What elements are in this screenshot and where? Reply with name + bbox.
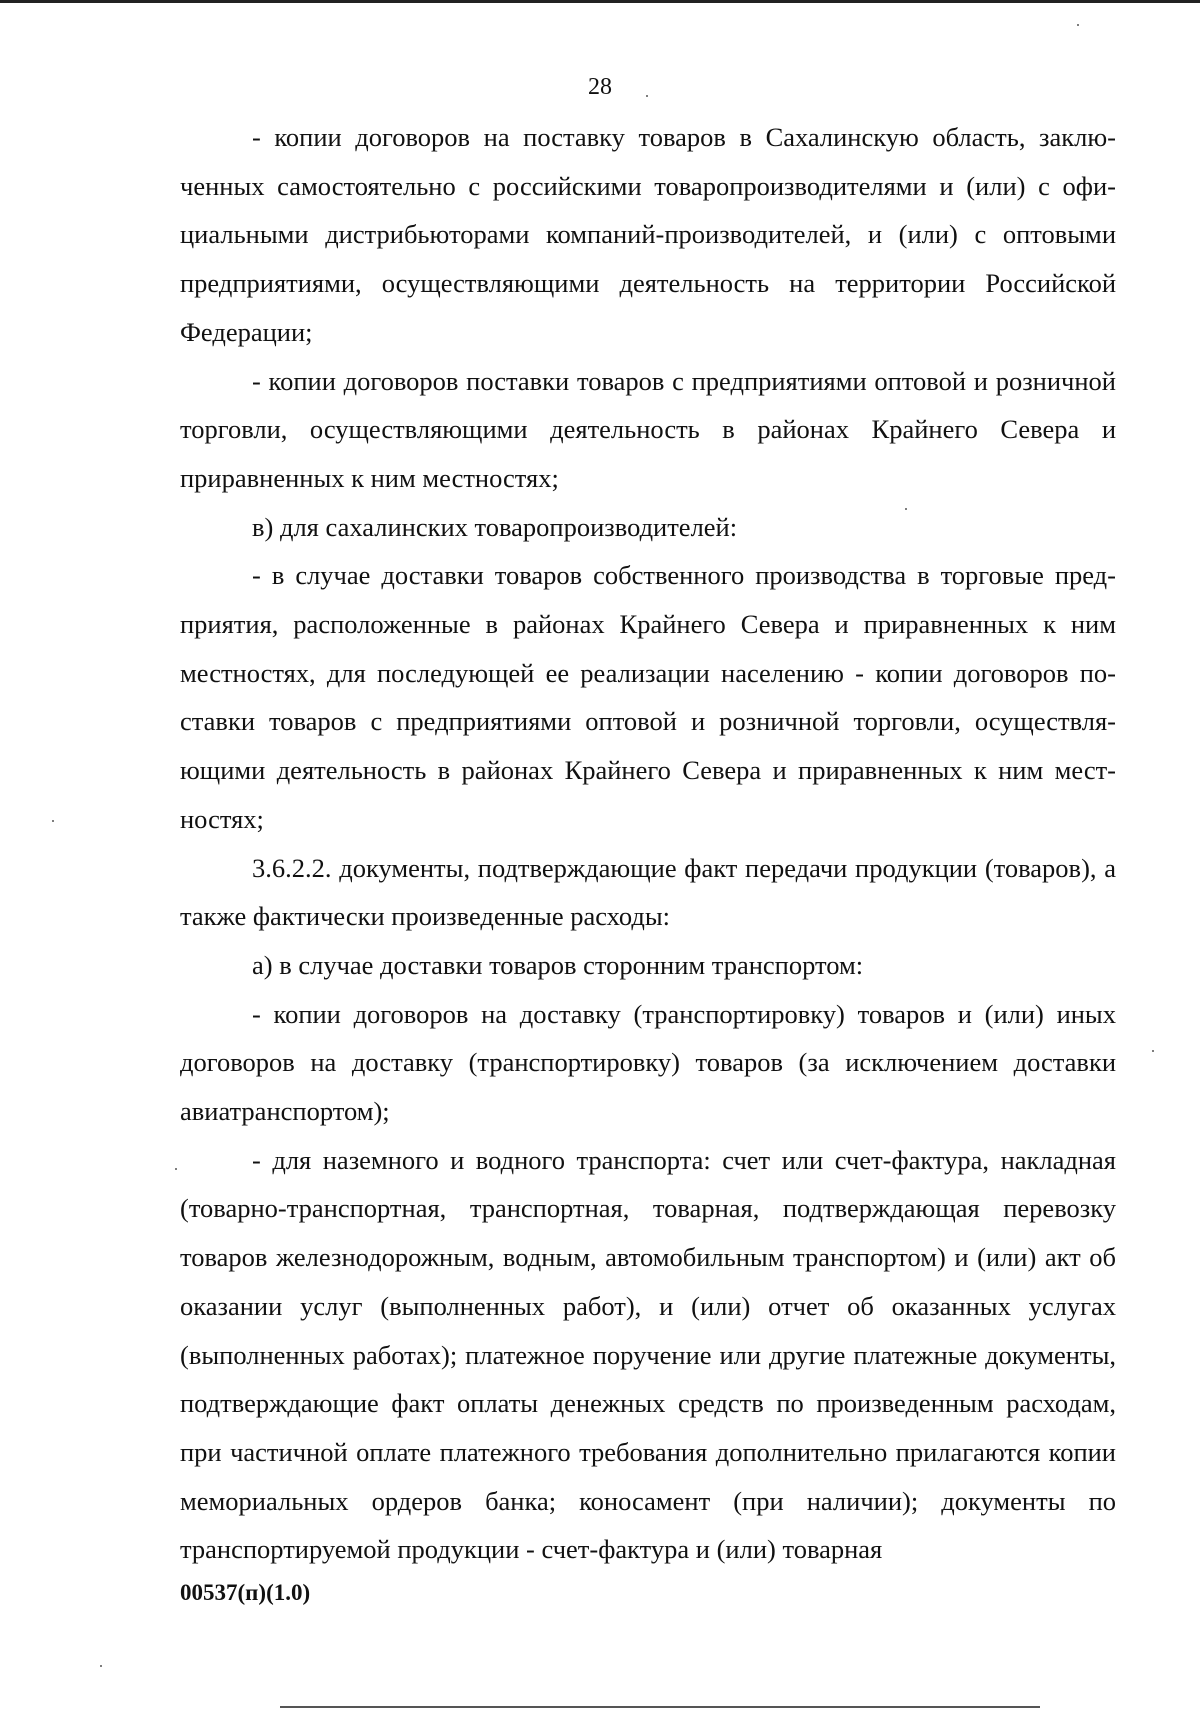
paragraph-contracts-sakhalin: - копии договоров на поставку товаров в Сахалинскую область, заключенных самостоятельно с российскими товаропроизводителями и (или) с официальными дистрибьюторами компаний-производителей, и (или) с оптовыми предприятиями, осуществляющими деятельность на территории Российской Федерации;: [180, 122, 1116, 347]
paragraph-own-production-delivery: - в случае доставки товаров собственного производства в торговые предприятия, расположенные в районах Крайнего Севера и приравненных к ним местностях, для последующей ее реализации населению - копии договоров поставки товаров с предприятиями оптовой и розничной торговли, осуществляющими деятельность в районах Крайнего Севера и приравненных к ним местностях;: [180, 560, 1116, 834]
scan-speck: [52, 820, 54, 822]
scan-speck: [100, 1665, 102, 1667]
top-scan-border: [0, 0, 1200, 3]
scan-speck: [175, 1168, 177, 1170]
scan-speck: [1152, 1050, 1154, 1052]
paragraph-third-party-transport: а) в случае доставки товаров сторонним транспортом:: [252, 949, 864, 980]
page-number: 28: [588, 74, 612, 100]
paragraph-3-6-2-2: 3.6.2.2. документы, подтверждающие факт передачи продукции (товаров), а также фактически произведенные расходы:: [180, 852, 1116, 932]
paragraph-sakhalin-producers: в) для сахалинских товаропроизводителей:: [252, 511, 738, 542]
scan-speck: [646, 95, 648, 97]
document-body: [180, 113, 1116, 1574]
scan-speck: [1077, 24, 1079, 26]
paragraph-contracts-wholesale-retail: - копии договоров поставки товаров с предприятиями оптовой и розничной торговли, осуществляющими деятельность в районах Крайнего Севера и приравненных к ним местностях;: [180, 365, 1116, 493]
paragraph-ground-water-transport: - для наземного и водного транспорта: счет или счет-фактура, накладная (товарно-транспортная, транспортная, товарная, подтверждающая перевозку товаров железнодорожным, водным, автомобильным транспортом) и (или) акт об оказании услуг (выполненных работ), и (или) отчет об оказанных услугах (выполненных работах); платежное поручение или другие платежные документы, подтверждающие факт оплаты денежных средств по произведенным расходам, при частичной оплате платежного требования дополнительно прилагаются копии мемориальных ордеров банка; коносамент (при наличии); документы по транспортируемой продукции - счет-фактура и (или) товарная: [180, 1144, 1116, 1565]
paragraph-delivery-contracts: - копии договоров на доставку (транспортировку) товаров и (или) иных договоров на доставку (транспортировку) товаров (за исключением доставки авиатранспортом);: [180, 998, 1116, 1127]
document-footer-code: 00537(п)(1.0): [180, 1580, 311, 1605]
bottom-scan-border: [280, 1706, 1040, 1708]
scan-speck: [905, 508, 907, 510]
